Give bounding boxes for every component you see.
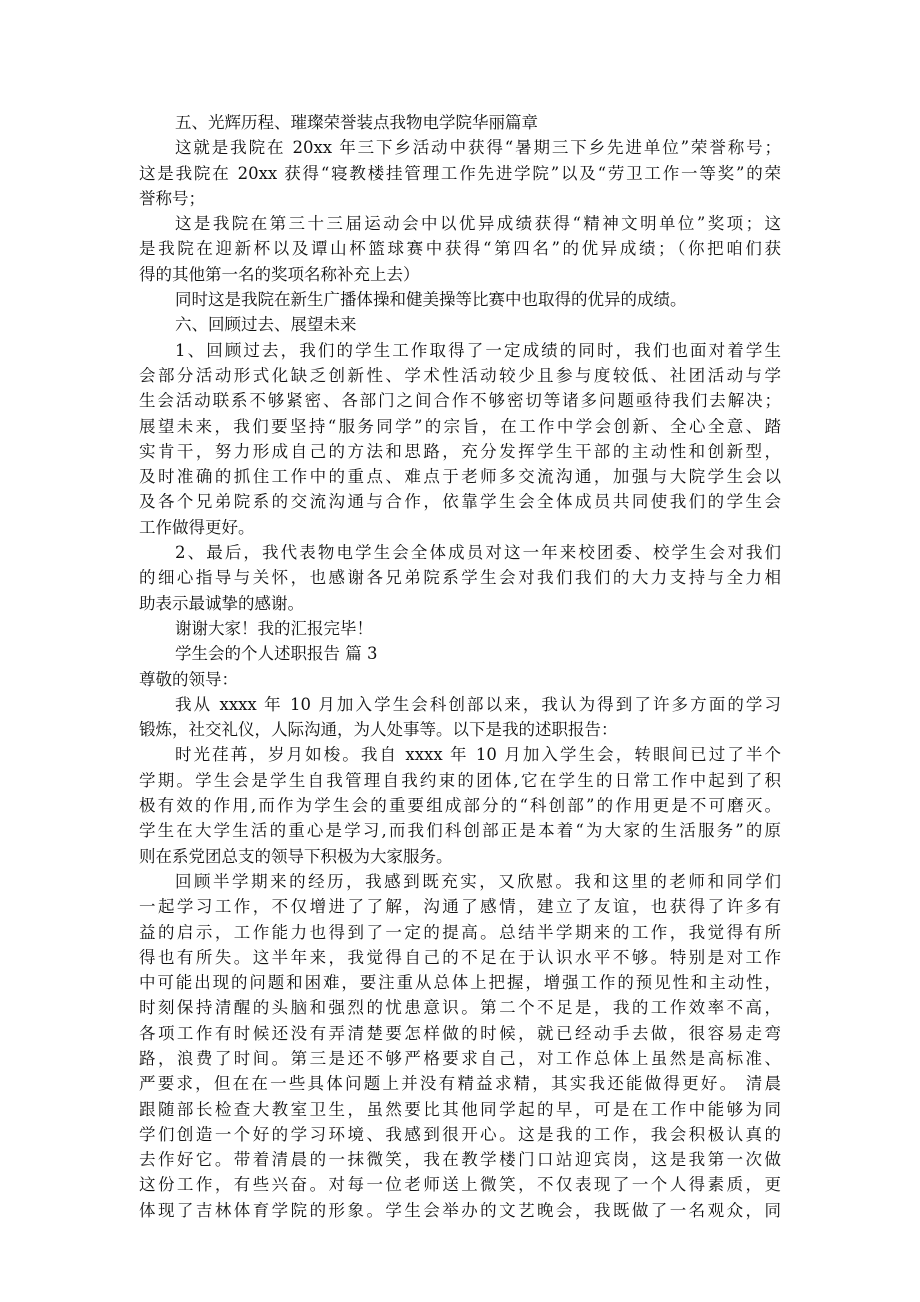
text-line: 及时准确的抓住工作中的重点、难点于老师多交流沟通，加强与大院学生会以 (139, 467, 781, 487)
text-line: 谢谢大家！我的汇报完毕！ (175, 618, 373, 638)
text-line: 会部分活动形式化缺乏创新性、学术性活动较少且参与度较低、社团活动与学 (139, 365, 781, 385)
text-line: 这是我院在第三十三届运动会中以优异成绩获得“精神文明单位”奖项；这 (175, 214, 781, 234)
text-line: 锻炼，社交礼仪，人际沟通，为人处事等。以下是我的述职报告： (139, 720, 618, 740)
text-line: 得的其他第一名的奖项名称补充上去） (139, 264, 420, 284)
text-line: 跟随部长检查大教室卫生，虽然要比其他同学起的早，可是在工作中能够为同 (139, 1099, 781, 1119)
text-line: 这是我院在 20xx 获得“寝教楼挂管理工作先进学院”以及“劳卫工作一等奖”的荣 (139, 163, 781, 183)
text-line: 展望未来，我们要坚持“服务同学”的宗旨，在工作中学会创新、全心全意、踏 (139, 416, 781, 436)
text-line: 时刻保持清醒的头脑和强烈的忧患意识。第二个不足是，我的工作效率不高， (139, 998, 781, 1018)
text-line: 誉称号； (139, 188, 205, 208)
text-line: 是我院在迎新杯以及谭山杯篮球赛中获得“第四名”的优异成绩；（你把咱们获 (139, 239, 781, 259)
text-line: 及各个兄弟院系的交流沟通与合作，依靠学生会全体成员共同使我们的学生会 (139, 492, 781, 512)
text-line: 的细心指导与关怀，也感谢各兄弟院系学生会对我们我们的大力支持与全力相 (139, 568, 781, 588)
section-heading-6: 六、回顾过去、展望未来 (175, 315, 357, 335)
text-line: 严要求，但在在一些具体问题上并没有精益求精，其实我还能做得更好。 清晨 (139, 1074, 781, 1094)
text-line: 工作做得更好。 (139, 517, 255, 537)
text-line: 回顾半学期来的经历，我感到既充实，又欣慰。我和这里的老师和同学们 (175, 871, 781, 891)
text-line: 体现了吉林体育学院的形象。学生会举办的文艺晚会，我既做了一名观众，同 (139, 1200, 781, 1220)
text-line: 学们创造一个好的学习环境、我感到很开心。这是我的工作，我会积极认真的 (139, 1124, 781, 1144)
report-title: 学生会的个人述职报告 篇 3 (175, 644, 378, 664)
section-heading-5: 五、光辉历程、璀璨荣誉装点我物电学院华丽篇章 (175, 113, 538, 132)
text-line: 实肯干，努力形成自己的方法和思路，充分发挥学生干部的主动性和创新型， (139, 441, 781, 461)
text-line: 学期。学生会是学生自我管理自我约束的团体,它在学生的日常工作中起到了积 (139, 770, 781, 790)
text-line: 得也有所失。这半年来，我觉得自己的不足在于认识水平不够。特别是对工作 (139, 947, 781, 967)
text-line: 益的启示，工作能力也得到了一定的提高。总结半学期来的工作，我觉得有所 (139, 922, 781, 942)
text-line: 路，浪费了时间。第三是还不够严格要求自己，对工作总体上虽然是高标准、 (139, 1048, 781, 1068)
text-line: 生会活动联系不够紧密、各部门之间合作不够密切等诸多问题亟待我们去解决； (139, 391, 781, 411)
text-line: 中可能出现的问题和困难，要注重从总体上把握，增强工作的预见性和主动性， (139, 973, 781, 993)
text-line: 时光荏苒，岁月如梭。我自 xxxx 年 10 月加入学生会，转眼间已过了半个 (175, 745, 781, 765)
text-line: 去作好它。带着清晨的一抹微笑，我在教学楼门口站迎宾岗，这是我第一次做 (139, 1150, 781, 1170)
text-line: 我从 xxxx 年 10 月加入学生会科创部以来，我认为得到了许多方面的学习 (175, 694, 781, 714)
text-line: 各项工作有时候还没有弄清楚要怎样做的时候，就已经动手去做，很容易走弯 (139, 1023, 781, 1043)
salutation: 尊敬的领导： (139, 669, 238, 689)
text-line: 学生在大学生活的重心是学习,而我们科创部正是本着“为大家的生活服务”的原 (139, 821, 781, 841)
text-line: 一起学习工作，不仅增进了了解，沟通了感情，建立了友谊，也获得了许多有 (139, 897, 781, 917)
text-line: 则在系党团总支的领导下积极为大家服务。 (139, 846, 453, 866)
text-line: 2、最后，我代表物电学生会全体成员对这一年来校团委、校学生会对我们 (175, 543, 781, 563)
text-line: 同时这是我院在新生广播体操和健美操等比赛中也取得的优异的成绩。 (175, 290, 687, 310)
text-line: 这份工作，有些兴奋。对每一位老师送上微笑，不仅表现了一个人得素质，更 (139, 1175, 781, 1195)
text-line: 1、回顾过去，我们的学生工作取得了一定成绩的同时，我们也面对着学生 (175, 340, 781, 360)
text-line: 极有效的作用,而作为学生会的重要组成部分的“科创部”的作用更是不可磨灭。 (139, 796, 781, 816)
text-line: 助表示最诚挚的感谢。 (139, 593, 304, 613)
text-line: 这就是我院在 20xx 年三下乡活动中获得“暑期三下乡先进单位”荣誉称号； (175, 138, 781, 158)
document-body (139, 110, 781, 1223)
